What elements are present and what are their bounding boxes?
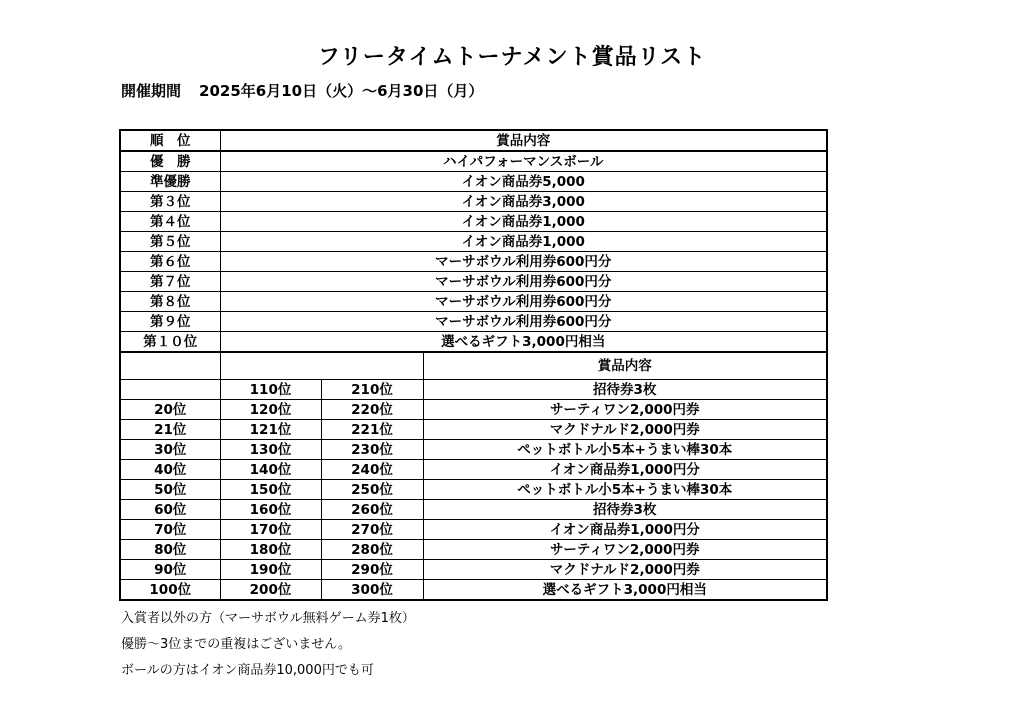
prize-cell: イオン商品券1,000 [220,212,827,232]
prize-cell: イオン商品券1,000 [220,232,827,252]
rank-cell: 130位 [220,440,321,460]
rank-cell: 第６位 [120,252,220,272]
table-row [120,212,827,232]
event-period [121,80,483,101]
bottom-table-header [120,352,827,380]
rank-cell: 290位 [321,560,423,580]
rank-cell: 30位 [120,440,220,460]
table-row [120,440,827,460]
table-row [120,400,827,420]
note-line: ボールの方はイオン商品券10,000円でも可 [121,663,374,678]
blank-header-cell [220,352,423,380]
rank-cell [120,380,220,400]
prize-cell: 招待券3枚 [423,380,827,400]
rank-cell: 270位 [321,520,423,540]
prize-cell: マーサボウル利用券600円分 [220,292,827,312]
table-row [120,272,827,292]
rank-cell: 20位 [120,400,220,420]
notes [121,606,415,684]
prize-cell: イオン商品券1,000円分 [423,460,827,480]
table-row [120,332,827,353]
header-prize: 賞品内容 [423,352,827,380]
table-row [120,420,827,440]
table-row [120,540,827,560]
prize-cell: 選べるギフト3,000円相当 [423,580,827,601]
prize-cell: イオン商品券1,000円分 [423,520,827,540]
prize-cell: ハイパフォーマンスボール [220,151,827,172]
rank-cell: 優 勝 [120,151,220,172]
table-row [120,312,827,332]
rank-cell: 第４位 [120,212,220,232]
prize-cell: イオン商品券5,000 [220,172,827,192]
prize-cell: イオン商品券3,000 [220,192,827,212]
rank-cell: 50位 [120,480,220,500]
rank-cell: 240位 [321,460,423,480]
bottom-table-body [120,380,827,601]
rank-cell: 150位 [220,480,321,500]
prize-cell: サーティワン2,000円券 [423,400,827,420]
prize-cell: 選べるギフト3,000円相当 [220,332,827,353]
rank-cell: 250位 [321,480,423,500]
table-row [120,151,827,172]
prize-cell: ペットボトル小5本+うまい棒30本 [423,480,827,500]
rank-cell: 第７位 [120,272,220,292]
top-table-header [120,130,827,151]
prize-cell: マーサボウル利用券600円分 [220,252,827,272]
table-row [120,232,827,252]
rank-cell: 第１０位 [120,332,220,353]
rank-cell: 110位 [220,380,321,400]
prize-table [119,129,828,601]
prize-cell: 招待券3枚 [423,500,827,520]
prize-cell: サーティワン2,000円券 [423,540,827,560]
table-row [120,380,827,400]
rank-cell: 140位 [220,460,321,480]
rank-cell: 40位 [120,460,220,480]
rank-cell: 21位 [120,420,220,440]
note-line: 入賞者以外の方（マーサボウル無料ゲーム券1枚） [121,611,415,626]
rank-cell: 120位 [220,400,321,420]
rank-cell: 260位 [321,500,423,520]
rank-cell: 160位 [220,500,321,520]
rank-cell: 180位 [220,540,321,560]
rank-cell: 280位 [321,540,423,560]
table-row [120,580,827,601]
rank-cell: 230位 [321,440,423,460]
rank-cell: 220位 [321,400,423,420]
header-rank: 順 位 [120,130,220,151]
table-row [120,292,827,312]
period-value: 2025年6月10日（火）～6月30日（月） [199,82,484,100]
rank-cell: 第５位 [120,232,220,252]
prize-cell: マーサボウル利用券600円分 [220,312,827,332]
rank-cell: 準優勝 [120,172,220,192]
table-row [120,560,827,580]
header-prize: 賞品内容 [220,130,827,151]
period-label: 開催期間 [121,82,182,100]
rank-cell: 200位 [220,580,321,601]
rank-cell: 300位 [321,580,423,601]
rank-cell: 第８位 [120,292,220,312]
table-row [120,252,827,272]
table-row [120,500,827,520]
rank-cell: 170位 [220,520,321,540]
rank-cell: 80位 [120,540,220,560]
rank-cell: 190位 [220,560,321,580]
table-row [120,520,827,540]
blank-header-cell [120,352,220,380]
prize-cell: マーサボウル利用券600円分 [220,272,827,292]
table-row [120,460,827,480]
prize-cell: ペットボトル小5本+うまい棒30本 [423,440,827,460]
rank-cell: 121位 [220,420,321,440]
page-title: フリータイムトーナメント賞品リスト [317,45,707,70]
rank-cell: 221位 [321,420,423,440]
table-row [120,172,827,192]
rank-cell: 第３位 [120,192,220,212]
rank-cell: 90位 [120,560,220,580]
rank-cell: 第９位 [120,312,220,332]
rank-cell: 60位 [120,500,220,520]
table-row [120,480,827,500]
rank-cell: 210位 [321,380,423,400]
rank-cell: 70位 [120,520,220,540]
rank-cell: 100位 [120,580,220,601]
note-line: 優勝～3位までの重複はございません。 [121,637,352,652]
table-row [120,192,827,212]
prize-cell: マクドナルド2,000円券 [423,420,827,440]
prize-cell: マクドナルド2,000円券 [423,560,827,580]
